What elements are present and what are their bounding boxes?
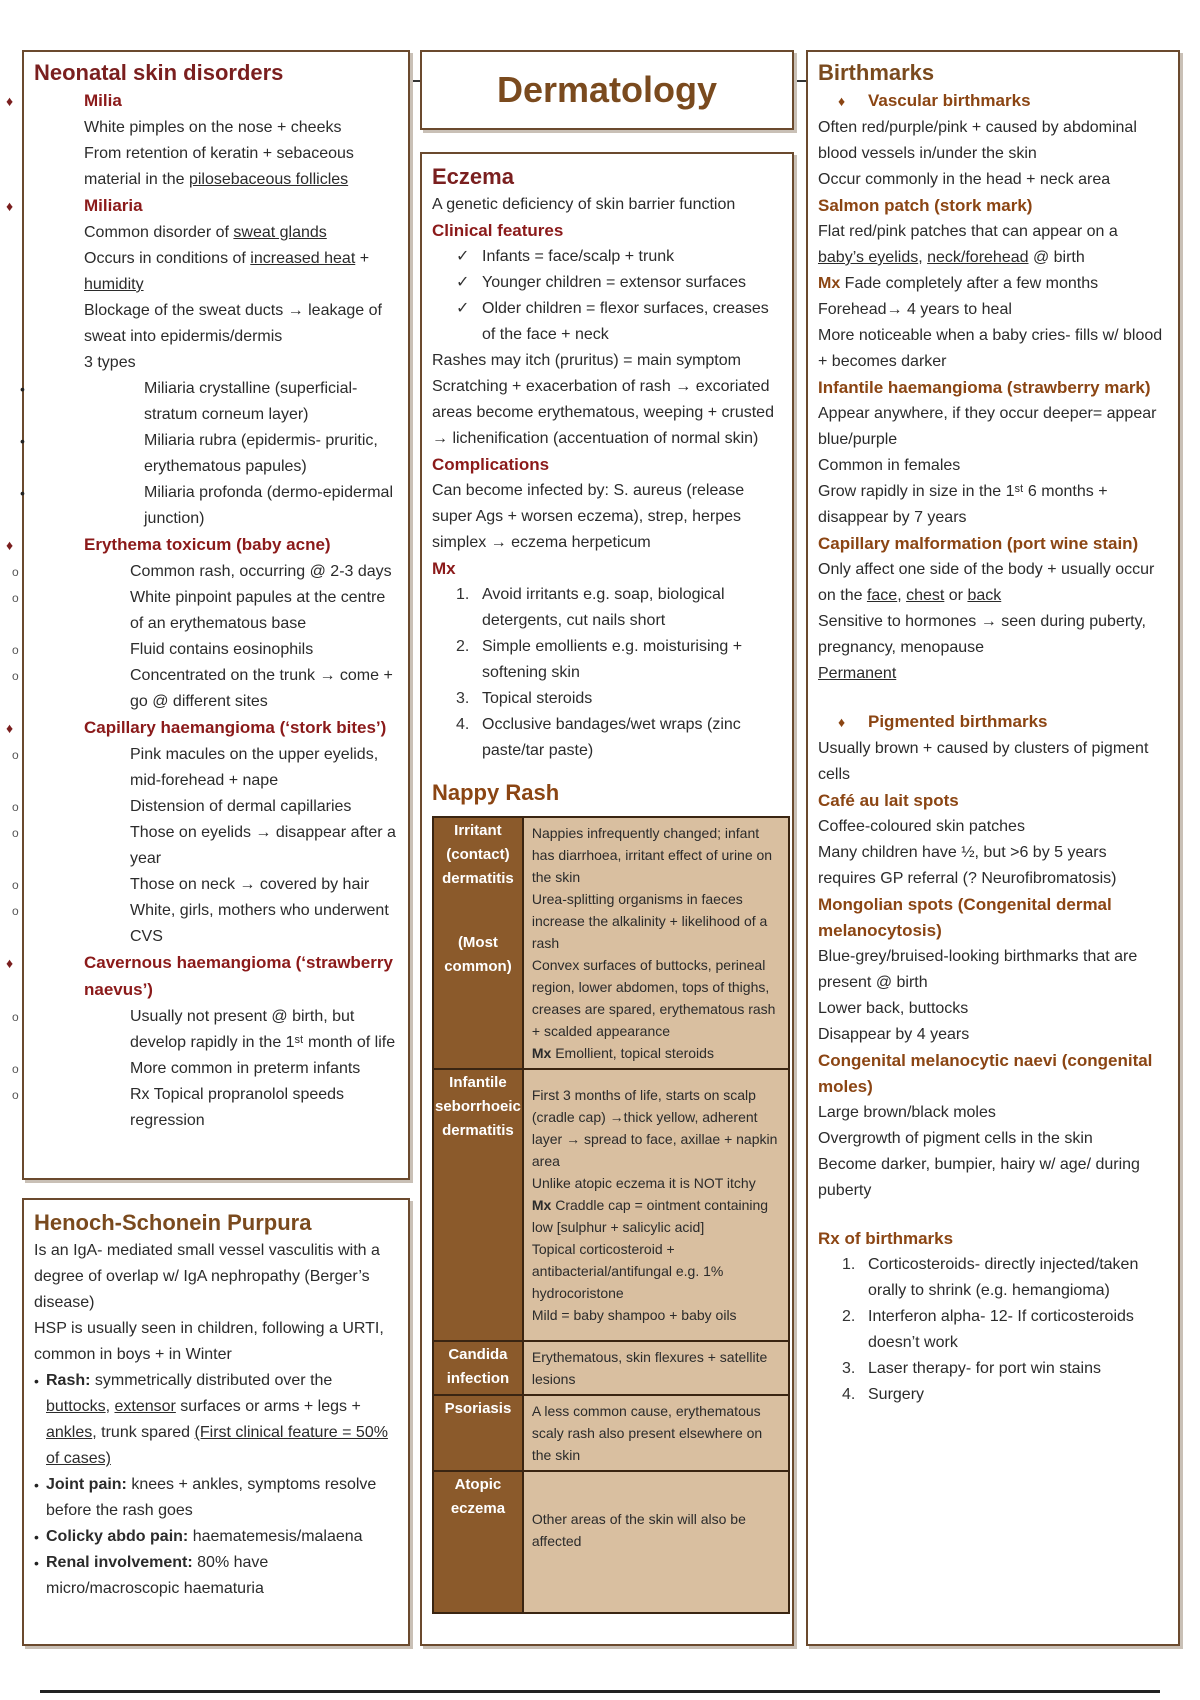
list-number: 1.	[456, 586, 470, 603]
circle-bullet-icon: o	[12, 643, 19, 657]
hsp-text: 80% have micro/macroscopic haematuria	[46, 1554, 269, 1597]
pigmented-title-row	[818, 709, 1168, 736]
row-name-sub: (Most common)	[444, 934, 512, 975]
hsp-underlined: (First clinical feature = 50% of cases)	[46, 1424, 388, 1467]
row-line: Urea-splitting organisms in faeces increase the alkalinity + likelihood of a rash	[531, 891, 768, 951]
bullet-icon: •	[34, 1373, 39, 1389]
list-item	[12, 637, 398, 663]
capmal-text: ,	[897, 587, 907, 604]
table-row	[433, 1395, 789, 1471]
connector-left	[410, 80, 420, 82]
row-mx-label: Mx	[531, 1197, 552, 1213]
list-item	[12, 585, 398, 637]
row-name-text: Infantile seborrhoeic dermatitis	[435, 1074, 521, 1139]
hsp-colic-label: Colicky abdo pain:	[46, 1528, 189, 1545]
cafe-title: Café au lait spots	[818, 791, 959, 810]
cmn-title: Congenital melanocytic naevi (congenital moles)	[818, 1051, 1153, 1096]
capillary-title: Capillary haemangioma (‘stork bites’)	[84, 718, 387, 737]
list-item-text: Infants = face/scalp + trunk	[482, 248, 675, 265]
salmon-mx-label: Mx	[818, 275, 841, 292]
row-mx	[532, 1042, 780, 1064]
miliaria-type-text: Miliaria rubra (epidermis- pruritic, erythematous papules)	[144, 432, 378, 475]
bullet-icon: •	[20, 433, 25, 449]
bottom-divider	[40, 1690, 1160, 1693]
salmon-line: Forehead→ 4 years to heal	[818, 301, 1012, 318]
list-number: 1.	[842, 1256, 856, 1273]
list-item-text: More common in preterm infants	[130, 1060, 361, 1077]
salmon-line	[818, 219, 1168, 271]
hsp-text: knees + ankles, symptoms resolve before the rash goes	[46, 1476, 377, 1519]
vascular-title-row	[818, 88, 1168, 115]
miliaria-text: Occurs in conditions of	[84, 250, 251, 267]
infantile-title: Infantile haemangioma (strawberry mark)	[818, 378, 1151, 397]
capmal-underlined: back	[967, 587, 1002, 604]
row-name-text: Candida infection	[446, 1346, 510, 1387]
hsp-text: haematemesis/malaena	[188, 1528, 363, 1545]
eczema-p2: Scratching + exacerbation of rash → excoriated areas become erythematous, weeping + crusted → lichenification (accentuation of normal skin)	[432, 378, 774, 447]
miliaria-underlined: sweat glands	[233, 224, 327, 241]
nappy-heading: Nappy Rash	[432, 780, 560, 805]
table-row-desc	[523, 1069, 789, 1341]
salmon-underlined: baby’s eyelids	[818, 249, 919, 266]
mongolian-line: Blue-grey/bruised-looking birthmarks that are present @ birth	[818, 948, 1138, 991]
eczema-intro: A genetic deficiency of skin barrier function	[432, 196, 736, 213]
neonatal-panel	[6, 50, 410, 1180]
miliaria-title: Miliaria	[84, 196, 143, 215]
milia-line-2	[34, 141, 398, 193]
cavernous-title-row	[6, 950, 398, 1004]
list-item	[12, 559, 398, 585]
list-item	[818, 1356, 1168, 1382]
capillary-title-row	[6, 715, 398, 742]
capmal-line	[818, 661, 1168, 687]
hsp-heading: Henoch-Schonein Purpura	[34, 1210, 312, 1235]
capmal-line	[818, 557, 1168, 609]
miliaria-line-3: Blockage of the sweat ducts → leakage of sweat into epidermis/dermis	[84, 302, 382, 345]
cafe-line: Coffee-coloured skin patches	[818, 818, 1025, 835]
row-mx-text: Emollient, topical steroids	[551, 1045, 714, 1061]
complications-title: Complications	[432, 455, 550, 474]
bullet-icon: •	[20, 381, 25, 397]
circle-bullet-icon: o	[12, 826, 19, 840]
list-number: 2.	[842, 1308, 856, 1325]
bullet-icon: •	[34, 1529, 39, 1545]
list-item-text: Older children = flexor surfaces, creases of the face + neck	[482, 300, 769, 343]
miliaria-line-2	[34, 246, 398, 298]
list-item-text: Usually not present @ birth, but develop rapidly in the 1ˢᵗ month of life	[130, 1008, 396, 1051]
table-row-desc	[523, 817, 789, 1069]
list-item	[12, 1056, 398, 1082]
pigmented-line: Usually brown + caused by clusters of pigment cells	[818, 740, 1149, 783]
mongolian-line: Lower back, buttocks	[818, 1000, 969, 1017]
list-item-text: Fluid contains eosinophils	[130, 641, 314, 658]
list-item-text: White, girls, mothers who underwent CVS	[130, 902, 389, 945]
eczema-panel	[420, 152, 794, 1646]
list-item-text: Interferon alpha- 12- If corticosteroids doesn’t work	[868, 1308, 1134, 1351]
eczema-p1: Rashes may itch (pruritus) = main symptom	[432, 352, 741, 369]
table-row-name	[433, 1341, 523, 1395]
diamond-bullet-icon: ♦	[6, 955, 14, 971]
circle-bullet-icon: o	[12, 878, 19, 892]
list-item	[432, 244, 782, 270]
row-line: Unlike atopic eczema it is NOT itchy	[531, 1175, 756, 1191]
miliaria-underlined: humidity	[84, 276, 144, 293]
list-item-text: Occlusive bandages/wet wraps (zinc paste/tar paste)	[482, 716, 741, 759]
diamond-bullet-icon: ♦	[6, 537, 14, 553]
salmon-text: Fade completely after a few months	[840, 275, 1099, 292]
hsp-text: , trunk spared	[92, 1424, 195, 1441]
hsp-underlined: buttocks	[46, 1398, 106, 1415]
circle-bullet-icon: o	[12, 800, 19, 814]
neonatal-heading: Neonatal skin disorders	[34, 60, 284, 85]
circle-bullet-icon: o	[12, 1088, 19, 1102]
table-row-name	[433, 1069, 523, 1341]
list-number: 3.	[842, 1360, 856, 1377]
row-line: Convex surfaces of buttocks, perineal region, lower abdomen, tops of thighs, creases are spared, erythematous rash + scalded appearance	[531, 957, 776, 1039]
nappy-table	[432, 816, 790, 1614]
milia-title: Milia	[84, 91, 122, 110]
miliaria-type-text: Miliaria profonda (dermo-epidermal junction)	[144, 484, 393, 527]
capmal-text: Only affect one side of the body + usually occur on the	[818, 561, 1155, 604]
table-row-name	[433, 817, 523, 1069]
miliaria-underlined: increased heat	[250, 250, 356, 267]
hsp-p2: HSP is usually seen in children, following a URTI, common in boys + in Winter	[34, 1320, 384, 1363]
circle-bullet-icon: o	[12, 904, 19, 918]
miliaria-line-1	[34, 220, 398, 246]
pigmented-title: Pigmented birthmarks	[868, 712, 1048, 731]
list-item-text: Common rash, occurring @ 2-3 days	[130, 563, 392, 580]
list-item-text: Laser therapy- for port win stains	[868, 1360, 1101, 1377]
capmal-text: or	[944, 587, 968, 604]
list-item	[432, 582, 782, 634]
table-row	[433, 1471, 789, 1613]
list-item	[12, 1082, 398, 1134]
hsp-colic	[34, 1524, 398, 1550]
hsp-text: surfaces or arms + legs +	[175, 1398, 361, 1415]
list-item-text: Concentrated on the trunk → come + go @ different sites	[130, 667, 393, 710]
list-item	[12, 872, 398, 898]
row-line: Mild = baby shampoo + baby oils	[531, 1307, 737, 1323]
list-item	[818, 1304, 1168, 1356]
list-item	[12, 742, 398, 794]
hsp-renal	[34, 1550, 398, 1602]
clinical-title: Clinical features	[432, 221, 564, 240]
miliaria-line-4: 3 types	[84, 354, 136, 371]
erythema-title: Erythema toxicum (baby acne)	[84, 535, 331, 554]
bullet-icon: •	[34, 1555, 39, 1571]
row-name-text: Atopic eczema	[450, 1476, 506, 1517]
row-line: Erythematous, skin flexures + satellite lesions	[531, 1349, 768, 1387]
list-item	[432, 634, 782, 686]
infantile-line: Grow rapidly in size in the 1ˢᵗ 6 months + disappear by 7 years	[818, 483, 1108, 526]
milia-line-1: White pimples on the nose + cheeks	[84, 119, 342, 136]
list-item-text: Simple emollients e.g. moisturising + softening skin	[482, 638, 743, 681]
list-item	[432, 712, 782, 764]
row-line: A less common cause, erythematous scaly rash also present elsewhere on the skin	[531, 1403, 763, 1463]
list-item-text: Rx Topical propranolol speeds regression	[130, 1086, 345, 1129]
hsp-panel	[22, 1198, 410, 1646]
row-line: Other areas of the skin will also be affected	[531, 1511, 746, 1549]
miliaria-type	[20, 428, 398, 480]
list-item	[818, 1252, 1168, 1304]
table-row	[433, 817, 789, 1069]
list-item-text: Those on neck → covered by hair	[130, 876, 370, 893]
milia-text: From retention of keratin + sebaceous material in the	[84, 145, 354, 188]
hsp-rash	[34, 1368, 398, 1472]
list-item	[12, 794, 398, 820]
circle-bullet-icon: o	[12, 1062, 19, 1076]
list-item-text: Surgery	[868, 1386, 925, 1403]
title-box	[420, 50, 794, 130]
circle-bullet-icon: o	[12, 748, 19, 762]
mongolian-line: Disappear by 4 years	[818, 1026, 970, 1043]
capillary-malformation-title: Capillary malformation (port wine stain)	[818, 534, 1139, 553]
list-item	[12, 898, 398, 950]
salmon-title: Salmon patch (stork mark)	[818, 196, 1033, 215]
check-icon: ✓	[456, 300, 470, 317]
capmal-underlined: Permanent	[818, 665, 897, 682]
list-item	[818, 1382, 1168, 1408]
cavernous-title: Cavernous haemangioma (‘strawberry naevus’)	[84, 953, 393, 999]
mongolian-title: Mongolian spots (Congenital dermal melanocytosis)	[818, 895, 1112, 940]
list-item	[12, 1004, 398, 1056]
list-item-text: Topical steroids	[482, 690, 593, 707]
list-number: 4.	[456, 716, 470, 733]
list-item	[12, 663, 398, 715]
miliaria-text: Common disorder of	[84, 224, 234, 241]
row-name-text: Irritant (contact) dermatitis	[442, 822, 514, 887]
birthmarks-panel	[806, 50, 1180, 1646]
diamond-bullet-icon: ♦	[838, 714, 846, 730]
rx-title: Rx of birthmarks	[818, 1229, 954, 1248]
list-item-text: Distension of dermal capillaries	[130, 798, 352, 815]
row-name-text: Psoriasis	[444, 1400, 512, 1417]
list-item-text: Those on eyelids → disappear after a year	[130, 824, 396, 867]
row-mx	[532, 1194, 780, 1238]
birthmarks-heading: Birthmarks	[818, 60, 935, 85]
row-mx-label: Mx	[531, 1045, 552, 1061]
row-line: Nappies infrequently changed; infant has diarrhoea, irritant effect of urine on the skin	[531, 825, 773, 885]
vascular-title: Vascular birthmarks	[868, 91, 1031, 110]
hsp-p1: Is an IgA- mediated small vessel vasculitis with a degree of overlap w/ IgA nephropathy (Berger’s disease)	[34, 1242, 380, 1311]
list-item-text: Younger children = extensor surfaces	[482, 274, 747, 291]
hsp-renal-label: Renal involvement:	[46, 1554, 193, 1571]
circle-bullet-icon: o	[12, 669, 19, 683]
table-row-name	[433, 1395, 523, 1471]
cmn-line: Overgrowth of pigment cells in the skin	[818, 1130, 1093, 1147]
check-icon: ✓	[456, 274, 470, 291]
milia-underlined: pilosebaceous follicles	[188, 171, 349, 188]
list-item	[12, 820, 398, 872]
salmon-mx	[818, 271, 1168, 297]
capmal-line: Sensitive to hormones → seen during puberty, pregnancy, menopause	[818, 613, 1146, 656]
diamond-bullet-icon: ♦	[838, 93, 846, 109]
miliaria-type	[20, 376, 398, 428]
circle-bullet-icon: o	[12, 591, 19, 605]
salmon-text: ,	[918, 249, 928, 266]
circle-bullet-icon: o	[12, 1010, 19, 1024]
capmal-underlined: chest	[906, 587, 945, 604]
diamond-bullet-icon: ♦	[6, 93, 14, 109]
list-number: 3.	[456, 690, 470, 707]
eczema-heading: Eczema	[432, 164, 514, 189]
row-line: Topical corticosteroid + antibacterial/antifungal e.g. 1% hydrocoristone	[531, 1241, 724, 1301]
list-item-text: Pink macules on the upper eyelids, mid-forehead + nape	[130, 746, 379, 789]
page-title: Dermatology	[496, 69, 718, 110]
row-mx-text: Craddle cap = ointment containing low [sulphur + salicylic acid]	[531, 1197, 769, 1235]
table-row	[433, 1341, 789, 1395]
diamond-bullet-icon: ♦	[6, 720, 14, 736]
table-row-name	[433, 1471, 523, 1613]
list-item-text: Corticosteroids- directly injected/taken orally to shrink (e.g. hemangioma)	[868, 1256, 1139, 1299]
bullet-icon: •	[34, 1477, 39, 1493]
cafe-line: Many children have ½, but >6 by 5 years requires GP referral (? Neurofibromatosis)	[818, 844, 1117, 887]
salmon-text: Flat red/pink patches that can appear on a	[818, 223, 1118, 240]
table-row-desc	[523, 1471, 789, 1613]
connector-right	[794, 80, 806, 82]
list-item	[432, 296, 782, 348]
infantile-line: Appear anywhere, if they occur deeper= appear blue/purple	[818, 405, 1157, 448]
capmal-underlined: face	[866, 587, 898, 604]
bullet-icon: •	[20, 485, 25, 501]
erythema-title-row	[6, 532, 398, 559]
vascular-line: Often red/purple/pink + caused by abdominal blood vessels in/under the skin	[818, 119, 1137, 162]
miliaria-title-row	[6, 193, 398, 220]
table-row-desc	[523, 1341, 789, 1395]
hsp-rash-label: Rash:	[46, 1372, 91, 1389]
list-item	[432, 686, 782, 712]
table-row-desc	[523, 1395, 789, 1471]
milia-title-row	[6, 88, 398, 115]
mx-title: Mx	[432, 559, 456, 578]
infantile-line: Common in females	[818, 457, 961, 474]
list-number: 2.	[456, 638, 470, 655]
miliaria-text: +	[355, 250, 370, 267]
list-item-text: Avoid irritants e.g. soap, biological detergents, cut nails short	[482, 586, 725, 629]
hsp-joint-label: Joint pain:	[46, 1476, 127, 1493]
miliaria-type	[20, 480, 398, 532]
miliaria-type-text: Miliaria crystalline (superficial- stratum corneum layer)	[144, 380, 358, 423]
vascular-line: Occur commonly in the head + neck area	[818, 171, 1111, 188]
hsp-text: symmetrically distributed over the	[90, 1372, 333, 1389]
hsp-joint	[34, 1472, 398, 1524]
hsp-text: ,	[105, 1398, 115, 1415]
hsp-underlined: ankles	[46, 1424, 93, 1441]
row-line: First 3 months of life, starts on scalp (cradle cap) →thick yellow, adherent layer → spread to face, axillae + napkin area	[531, 1087, 778, 1169]
salmon-underlined: neck/forehead	[927, 249, 1029, 266]
table-row	[433, 1069, 789, 1341]
complications-text: Can become infected by: S. aureus (release super Ags + worsen eczema), strep, herpes simplex → eczema herpeticum	[432, 482, 745, 551]
salmon-line: More noticeable when a baby cries- fills w/ blood + becomes darker	[818, 327, 1163, 370]
list-number: 4.	[842, 1386, 856, 1403]
cmn-line: Large brown/black moles	[818, 1104, 996, 1121]
check-icon: ✓	[456, 248, 470, 265]
diamond-bullet-icon: ♦	[6, 198, 14, 214]
hsp-underlined: extensor	[114, 1398, 176, 1415]
salmon-text: @ birth	[1028, 249, 1085, 266]
circle-bullet-icon: o	[12, 565, 19, 579]
list-item-text: White pinpoint papules at the centre of an erythematous base	[130, 589, 386, 632]
cmn-line: Become darker, bumpier, hairy w/ age/ during puberty	[818, 1156, 1140, 1199]
list-item	[432, 270, 782, 296]
